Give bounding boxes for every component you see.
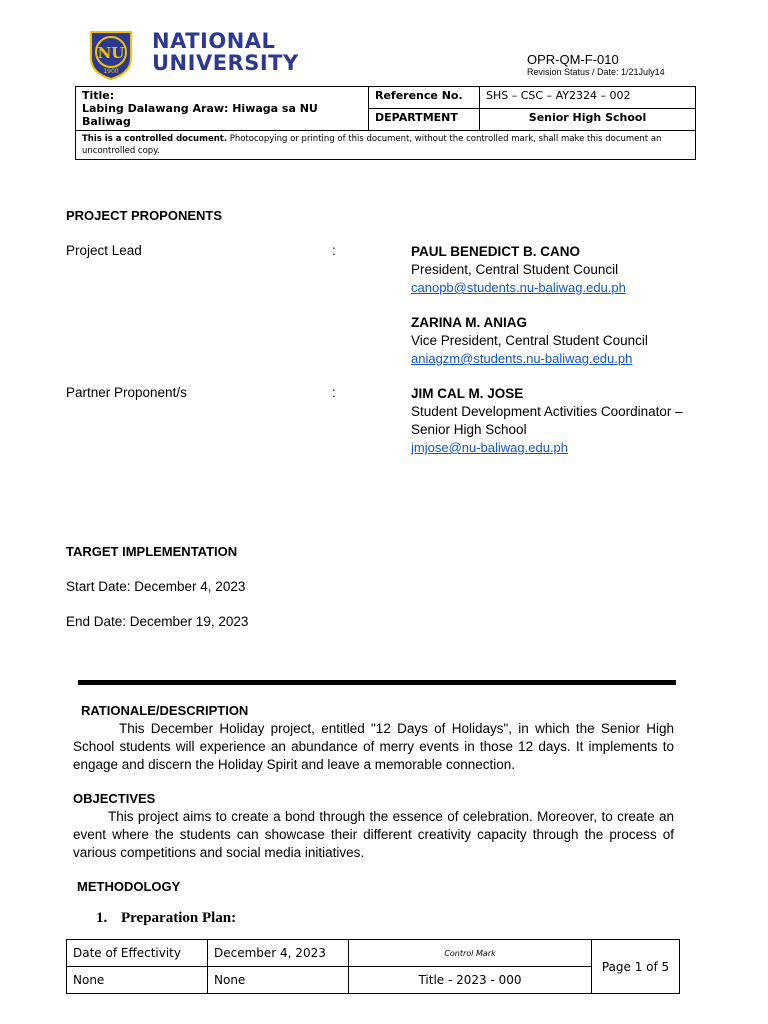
- none-cell-2: None: [208, 967, 349, 994]
- effectivity-label: Date of Effectivity: [67, 940, 208, 967]
- lead2-role: Vice President, Central Student Council: [411, 333, 648, 348]
- lead2-email-link[interactable]: aniagzm@students.nu-baliwag.edu.ph: [411, 351, 633, 366]
- item-number: 1.: [96, 910, 108, 926]
- lead1-block: [411, 243, 626, 297]
- control-mark-value: Title - 2023 - 000: [349, 967, 592, 994]
- control-mark-label: Control Mark: [349, 940, 592, 967]
- reference-value: SHS – CSC – AY2324 – 002: [480, 87, 696, 109]
- lead1-email-link[interactable]: canopb@students.nu-baliwag.edu.ph: [411, 280, 626, 295]
- document-footer-table: [66, 939, 680, 994]
- rationale-heading: RATIONALE/DESCRIPTION: [81, 703, 249, 718]
- form-code: OPR-QM-F-010: [527, 52, 619, 67]
- item-label: Preparation Plan:: [121, 910, 237, 926]
- department-label: DEPARTMENT: [369, 109, 480, 131]
- lead1-role: President, Central Student Council: [411, 262, 619, 277]
- controlled-notice-bold: This is a controlled document.: [82, 134, 228, 144]
- partner-email-link[interactable]: jmjose@nu-baliwag.edu.ph: [411, 440, 569, 455]
- revision-status: Revision Status / Date: 1/21July14: [527, 67, 665, 77]
- partner-label: Partner Proponent/s: [66, 385, 187, 400]
- project-lead-colon: :: [332, 243, 336, 258]
- start-date: Start Date: December 4, 2023: [66, 579, 246, 594]
- proponents-heading: PROJECT PROPONENTS: [66, 208, 223, 223]
- svg-text:NU: NU: [97, 44, 125, 62]
- lead1-name: PAUL BENEDICT B. CANO: [411, 244, 581, 259]
- end-date: End Date: December 19, 2023: [66, 614, 249, 629]
- rationale-text: This December Holiday project, entitled "12 Days of Holidays", in which the Senior High School students will experience an abundance of merry events in those 12 days. It implements to engage and discern the Holiday Spirit and leave a memorable connection.: [73, 721, 674, 772]
- partner-block: [411, 385, 683, 457]
- project-lead-label: Project Lead: [66, 243, 142, 258]
- partner-colon: :: [332, 385, 336, 400]
- preparation-plan-item: [96, 910, 236, 927]
- department-value: Senior High School: [480, 109, 696, 131]
- lead2-block: [411, 314, 648, 368]
- university-logo: [85, 28, 137, 80]
- title-label: Title:: [82, 89, 115, 102]
- reference-label: Reference No.: [369, 87, 480, 109]
- controlled-notice-text: Photocopying or printing of this document, without the controlled mark, shall make this document an uncontrolled copy.: [82, 134, 662, 156]
- partner-role-line2: Senior High School: [411, 422, 527, 437]
- section-divider: [78, 680, 676, 685]
- partner-name: JIM CAL M. JOSE: [411, 386, 524, 401]
- title-value: Labing Dalawang Araw: Hiwaga sa NU Baliwag: [82, 102, 318, 128]
- controlled-notice: [76, 131, 696, 160]
- university-wordmark: [152, 30, 299, 74]
- title-cell: [76, 87, 369, 131]
- objectives-heading: OBJECTIVES: [73, 791, 156, 806]
- implementation-heading: TARGET IMPLEMENTATION: [66, 544, 238, 559]
- document-header-table: [75, 86, 696, 160]
- svg-text:1900: 1900: [103, 68, 119, 75]
- lead2-name: ZARINA M. ANIAG: [411, 315, 527, 330]
- effectivity-value: December 4, 2023: [208, 940, 349, 967]
- objectives-text: This project aims to create a bond through the essence of celebration. Moreover, to create an event where the students can showcase their different creativity capacity through the process of various competitions and social media initiatives.: [73, 809, 674, 860]
- none-cell-1: None: [67, 967, 208, 994]
- partner-role-line1: Student Development Activities Coordinator –: [411, 404, 683, 419]
- university-name-line1: NATIONAL: [152, 29, 276, 53]
- methodology-heading: METHODOLOGY: [77, 879, 181, 894]
- page-indicator: Page 1 of 5: [592, 940, 680, 994]
- university-name-line2: UNIVERSITY: [152, 51, 299, 75]
